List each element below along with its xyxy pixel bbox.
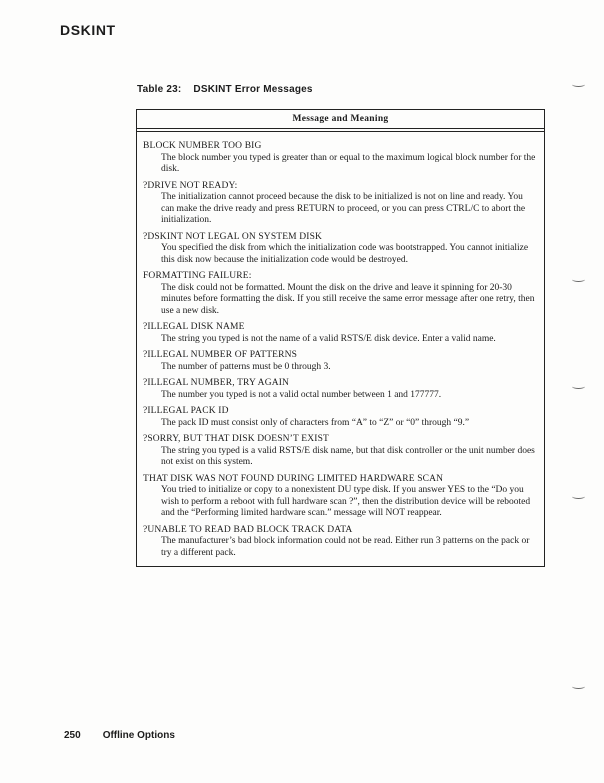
scan-edge-mark <box>572 277 585 282</box>
entry-meaning: The number you typed is not a valid octal number between 1 and 177777. <box>161 389 442 400</box>
table-column-header: Message and Meaning <box>137 110 544 132</box>
error-entry <box>143 271 536 317</box>
entry-message: ?ILLEGAL PACK ID <box>143 406 229 416</box>
entry-message: BLOCK NUMBER TOO BIG <box>143 141 262 151</box>
table-caption-label: Table 23: <box>137 84 182 95</box>
entry-message: ?SORRY, BUT THAT DISK DOESN’T EXIST <box>143 434 329 444</box>
error-entry <box>143 322 536 345</box>
entry-message: ?ILLEGAL DISK NAME <box>143 322 245 332</box>
entry-message: ?ILLEGAL NUMBER OF PATTERNS <box>143 350 298 360</box>
scan-edge-mark <box>572 384 585 389</box>
entry-message: FORMATTING FAILURE: <box>143 271 252 281</box>
entry-meaning: The pack ID must consist only of characters from “A” to “Z” or “0” through “9.” <box>161 417 470 428</box>
error-entry <box>143 525 536 560</box>
page-number: 250 <box>64 730 81 741</box>
entry-message: THAT DISK WAS NOT FOUND DURING LIMITED HARDWARE SCAN <box>143 473 444 484</box>
page-footer <box>64 730 175 741</box>
entry-meaning: The block number you typed is greater than or equal to the maximum logical block number for the disk. <box>161 152 536 174</box>
error-entry <box>143 181 536 227</box>
scan-edge-mark <box>572 684 585 689</box>
table-body <box>137 132 544 566</box>
entry-meaning: The string you typed is not the name of a valid RSTS/E disk device. Enter a valid name. <box>161 333 496 344</box>
error-entry <box>143 350 536 373</box>
error-entry <box>143 474 536 520</box>
table-caption <box>137 84 313 95</box>
footer-section-title: Offline Options <box>102 730 175 741</box>
page-title: DSKINT <box>60 22 116 38</box>
error-entry <box>143 141 536 176</box>
entry-meaning: The disk could not be formatted. Mount the disk on the drive and leave it spinning for 20-30 minutes before formatting the disk. If you still receive the same error message after one retry, then use a new disk. <box>161 282 535 316</box>
entry-meaning: The initialization cannot proceed because the disk to be initialized is not on line and ready. You can make the drive ready and press RETURN to proceed, or you can press CTRL/C to abort the initialization. <box>161 192 526 225</box>
scan-edge-mark <box>572 494 585 499</box>
error-message-table <box>136 109 545 567</box>
entry-message: ?DRIVE NOT READY: <box>143 180 238 191</box>
entry-meaning: You specified the disk from which the initialization code was bootstrapped. You cannot initialize this disk now because the initialization code would be destroyed. <box>161 243 529 265</box>
entry-meaning: You tried to initialize or copy to a nonexistent DU type disk. If you answer YES to the “Do you wish to perform a reboot with full hardware scan ?”, then the distribution device will be rebooted and the “Performing limited hardware scan.” message will NOT reappear. <box>161 485 531 518</box>
entry-message: ?DSKINT NOT LEGAL ON SYSTEM DISK <box>143 231 323 242</box>
entry-meaning: The manufacturer’s bad block information could not be read. Either run 3 patterns on the pack or try a different pack. <box>161 536 530 558</box>
entry-meaning: The number of patterns must be 0 through 3. <box>161 361 331 372</box>
error-entry <box>143 406 536 429</box>
entry-message: ?UNABLE TO READ BAD BLOCK TRACK DATA <box>143 524 353 535</box>
entry-message: ?ILLEGAL NUMBER, TRY AGAIN <box>143 378 290 388</box>
error-entry <box>143 378 536 401</box>
entry-meaning: The string you typed is a valid RSTS/E disk name, but that disk controller or the unit number does not exist on this system. <box>161 445 535 467</box>
scan-edge-mark <box>572 82 585 87</box>
error-entry <box>143 434 536 469</box>
error-entry <box>143 232 536 267</box>
table-caption-title: DSKINT Error Messages <box>193 84 313 95</box>
